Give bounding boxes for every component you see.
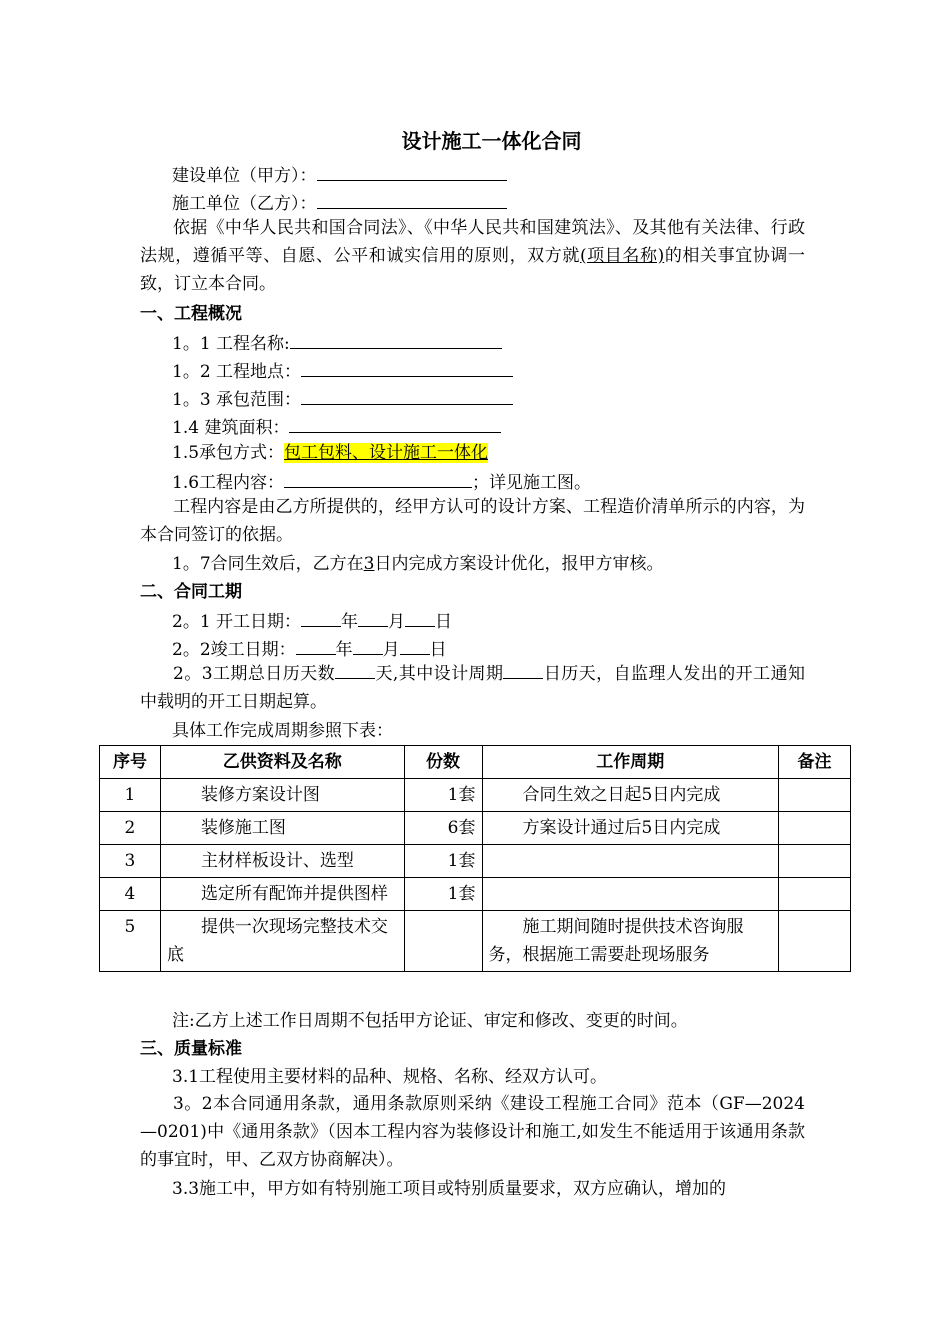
content-paragraph: 工程内容是由乙方所提供的，经甲方认可的设计方案、工程造价清单所示的内容，为本合同签订的依据。 xyxy=(140,497,805,545)
item-1-3-blank[interactable] xyxy=(301,386,513,405)
table-intro: 具体工作完成周期参照下表： xyxy=(172,721,393,741)
item-1-7-text-a: 1。7合同生效后，乙方在 xyxy=(172,554,364,574)
item-1-6-tail: ；详见施工图。 xyxy=(472,473,592,493)
party-a-blank[interactable] xyxy=(317,162,507,181)
item-2-3-text-b: 天,其中设计周期 xyxy=(375,664,504,684)
intro-paragraph xyxy=(140,214,805,298)
cell-period: 施工期间随时提供技术咨询服务，根据施工需要赴现场服务 xyxy=(482,911,779,972)
cell-qty: 1套 xyxy=(404,878,482,911)
end-day-unit: 日 xyxy=(429,640,447,660)
end-month-unit: 月 xyxy=(382,640,400,660)
cell-no: 4 xyxy=(100,878,161,911)
col-header-note: 备注 xyxy=(779,746,851,779)
end-month-blank[interactable] xyxy=(353,636,383,655)
cell-qty xyxy=(404,911,482,972)
cell-period xyxy=(482,878,779,911)
cell-name: 提供一次现场完整技术交底 xyxy=(160,911,404,972)
item-1-6-label: 1.6工程内容： xyxy=(172,473,285,493)
item-1-4-blank[interactable] xyxy=(289,414,501,433)
item-1-2-label: 1。2 工程地点： xyxy=(172,362,302,382)
item-1-6-blank[interactable] xyxy=(284,469,472,488)
cell-no: 3 xyxy=(100,845,161,878)
item-3-2: 3。2本合同通用条款，通用条款原则采纳《建设工程施工合同》范本（GF—2024—0201)中《通用条款》（因本工程内容为装修设计和施工,如发生不能适用于该通用条款的事宜时，甲、乙双方协商解决）。 xyxy=(140,1094,805,1170)
item-1-2-blank[interactable] xyxy=(301,358,513,377)
party-a-line xyxy=(172,162,507,187)
start-day-blank[interactable] xyxy=(405,608,435,627)
start-year-unit: 年 xyxy=(341,612,359,632)
cell-note xyxy=(779,878,851,911)
col-header-name: 乙供资料及名称 xyxy=(160,746,404,779)
table-header-row xyxy=(100,746,851,779)
cell-name: 装修施工图 xyxy=(160,812,404,845)
table-row xyxy=(100,911,851,972)
cell-qty: 1套 xyxy=(404,845,482,878)
intro-text-2: 的相关事宜协调一致，订立本合同。 xyxy=(140,246,806,294)
item-1-7-days: 3 xyxy=(363,554,375,574)
cell-name: 主材样板设计、选型 xyxy=(160,845,404,878)
cell-period: 合同生效之日起5日内完成 xyxy=(482,779,779,812)
col-header-qty: 份数 xyxy=(404,746,482,779)
total-days-blank[interactable] xyxy=(335,660,375,679)
item-1-7 xyxy=(172,553,663,575)
cell-qty: 1套 xyxy=(404,779,482,812)
cell-note xyxy=(779,812,851,845)
table-row xyxy=(100,878,851,911)
end-year-blank[interactable] xyxy=(296,636,336,655)
cell-note xyxy=(779,911,851,972)
item-1-3-label: 1。3 承包范围： xyxy=(172,390,302,410)
item-1-2 xyxy=(172,358,513,383)
party-b-label: 施工单位（乙方）： xyxy=(172,194,317,214)
party-b-blank[interactable] xyxy=(317,190,507,209)
section-2-heading: 二、合同工期 xyxy=(140,582,242,602)
col-header-no: 序号 xyxy=(100,746,161,779)
table-note: 注:乙方上述工作日周期不包括甲方论证、审定和修改、变更的时间。 xyxy=(172,1011,688,1031)
cell-note xyxy=(779,779,851,812)
cell-no: 1 xyxy=(100,779,161,812)
end-year-unit: 年 xyxy=(335,640,353,660)
item-1-5 xyxy=(172,442,488,464)
start-day-unit: 日 xyxy=(435,612,453,632)
item-3-1: 3.1工程使用主要材料的品种、规格、名称、经双方认可。 xyxy=(172,1067,608,1087)
cell-no: 2 xyxy=(100,812,161,845)
start-month-blank[interactable] xyxy=(358,608,388,627)
intro-project-name: (项目名称) xyxy=(579,246,665,266)
end-day-blank[interactable] xyxy=(400,636,430,655)
item-2-1-label: 2。1 开工日期： xyxy=(172,612,302,632)
cell-period xyxy=(482,845,779,878)
item-1-1-blank[interactable] xyxy=(290,330,502,349)
section-1-heading: 一、工程概况 xyxy=(140,304,242,324)
item-2-2 xyxy=(172,636,447,661)
item-2-3-text-a: 2。3工期总日历天数 xyxy=(173,664,336,684)
item-2-1 xyxy=(172,608,452,633)
item-2-2-label: 2。2竣工日期： xyxy=(172,640,296,660)
item-1-4 xyxy=(172,414,501,439)
document-title: 设计施工一体化合同 xyxy=(401,129,582,153)
item-1-6 xyxy=(172,469,591,494)
cell-name: 装修方案设计图 xyxy=(160,779,404,812)
start-year-blank[interactable] xyxy=(301,608,341,627)
item-1-3 xyxy=(172,386,513,411)
party-a-label: 建设单位（甲方）： xyxy=(172,166,317,186)
start-month-unit: 月 xyxy=(388,612,406,632)
item-3-3: 3.3施工中，甲方如有特别施工项目或特别质量要求，双方应确认，增加的 xyxy=(172,1179,727,1199)
table-row xyxy=(100,779,851,812)
item-2-3 xyxy=(140,660,805,716)
item-1-4-label: 1.4 建筑面积： xyxy=(172,418,290,438)
cell-no: 5 xyxy=(100,911,161,972)
table-row xyxy=(100,845,851,878)
item-1-1 xyxy=(172,330,502,355)
party-b-line xyxy=(172,190,507,215)
table-row xyxy=(100,812,851,845)
cell-name: 选定所有配饰并提供图样 xyxy=(160,878,404,911)
design-days-blank[interactable] xyxy=(503,660,543,679)
item-2-3-text-c: 日历天，自监理人发出的开工通知中载明的开工日期起算。 xyxy=(140,664,806,712)
cell-qty: 6套 xyxy=(404,812,482,845)
item-1-5-value: 包工包料、设计施工一体化 xyxy=(284,443,489,463)
item-1-1-label: 1。1 工程名称: xyxy=(172,334,290,354)
schedule-table xyxy=(99,745,851,972)
cell-note xyxy=(779,845,851,878)
item-1-7-text-b: 日内完成方案设计优化，报甲方审核。 xyxy=(374,554,664,574)
intro-text-1: 依据《中华人民共和国合同法》、《中华人民共和国建筑法》、及其他有关法律、行政法规，遵循平等、自愿、公平和诚实信用的原则，双方就 xyxy=(140,218,805,266)
col-header-period: 工作周期 xyxy=(482,746,779,779)
item-1-5-label: 1.5承包方式： xyxy=(172,443,285,463)
cell-period: 方案设计通过后5日内完成 xyxy=(482,812,779,845)
section-3-heading: 三、质量标准 xyxy=(140,1039,242,1059)
